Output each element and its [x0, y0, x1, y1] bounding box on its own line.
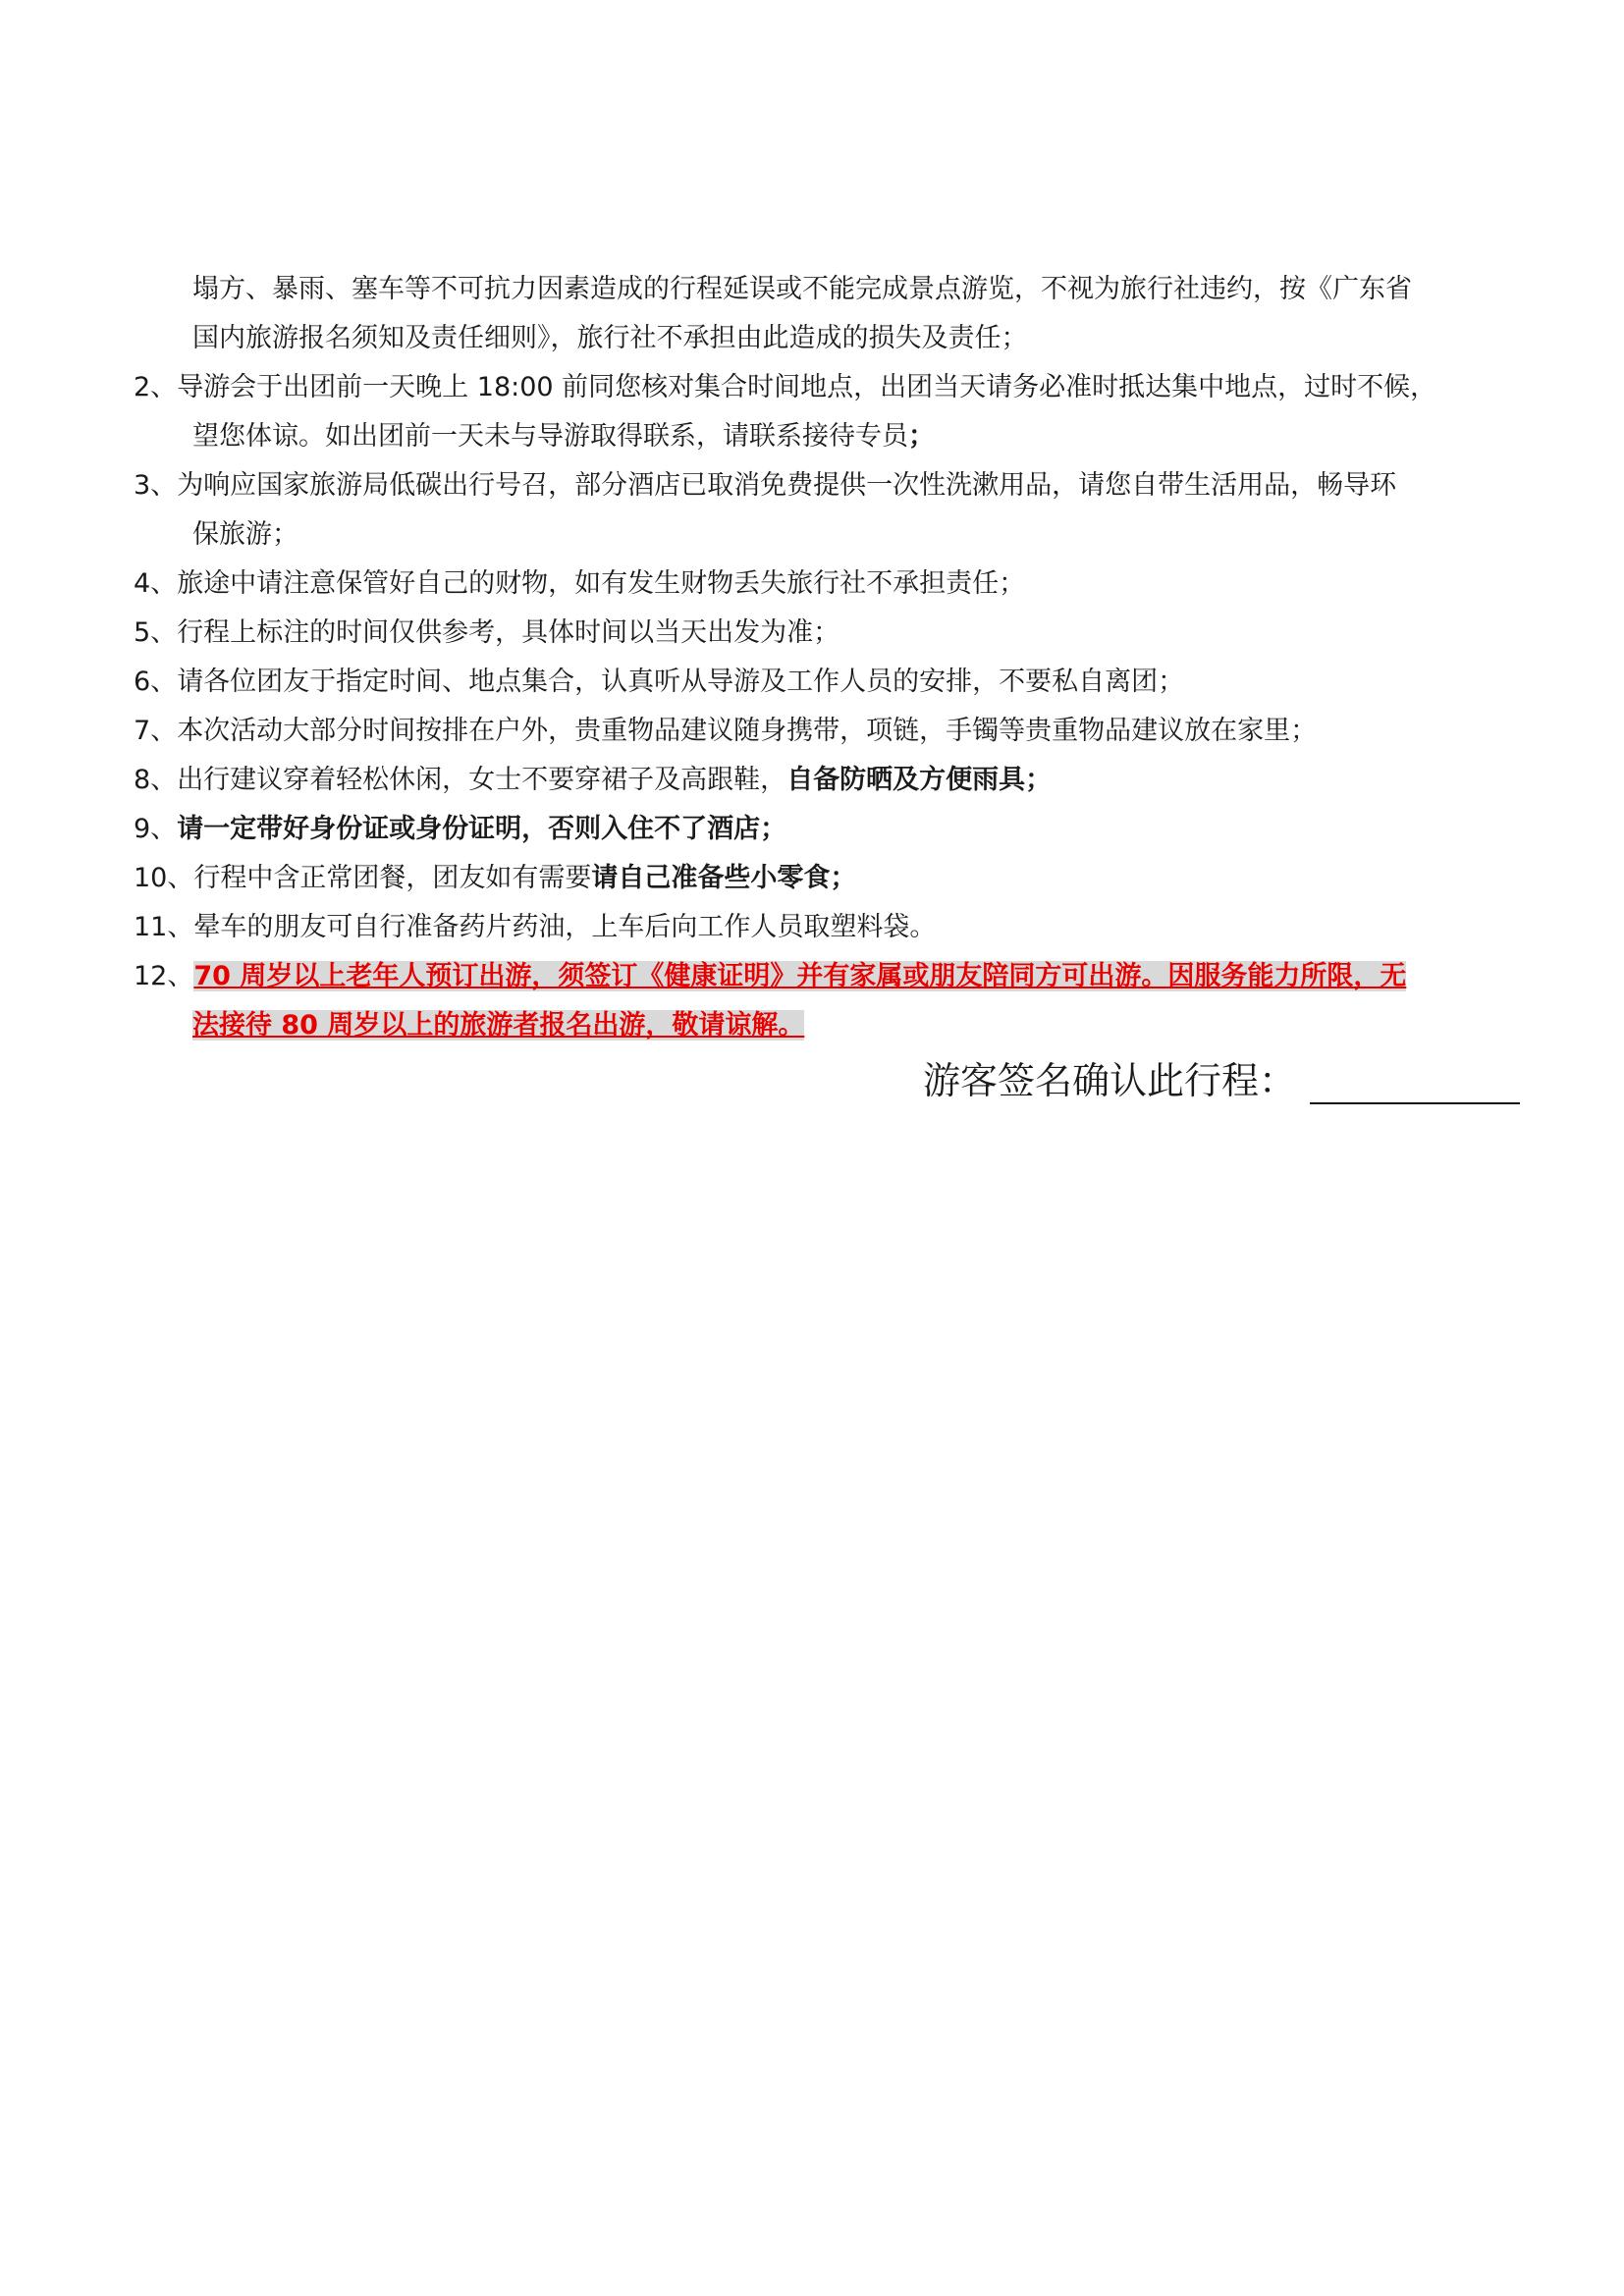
item-number: 10、	[134, 863, 194, 893]
warning-text: 70 周岁以上老年人预订出游，须签订《健康证明》并有家属或朋友陪同方可出游。因服务能力所限，无	[193, 961, 1407, 991]
list-item-continuation	[134, 510, 1524, 560]
item-number: 9、	[134, 814, 178, 844]
list-item	[134, 560, 1524, 609]
item-number: 4、	[134, 568, 178, 599]
warning-text: 法接待 80 周岁以上的旅游者报名出游，敬请谅解。	[192, 1010, 805, 1041]
item-number: 12、	[134, 961, 194, 991]
list-item	[134, 707, 1524, 756]
list-item	[134, 363, 1524, 412]
list-item	[134, 854, 1524, 903]
item-text: 旅途中请注意保管好自己的财物，如有发生财物丢失旅行社不承担责任；	[177, 568, 1026, 599]
item-text: 行程中含正常团餐，团友如有需要	[193, 863, 592, 893]
item-number: 11、	[134, 912, 194, 942]
signature-blank[interactable]	[1310, 1069, 1520, 1104]
list-item	[134, 805, 1524, 854]
item-text-bold: ；	[908, 421, 935, 452]
list-item	[134, 756, 1524, 805]
item-text: 出行建议穿着轻松休闲，女士不要穿裙子及高跟鞋，	[177, 765, 787, 795]
signature-row	[923, 1050, 1520, 1104]
item-text: 为响应国家旅游局低碳出行号召，部分酒店已取消免费提供一次性洗漱用品，请您自带生活用品，畅导环	[177, 470, 1397, 501]
item-text: 望您体谅。如出团前一天未与导游取得联系，请联系接待专员	[192, 421, 908, 452]
continued-line: 塌方、暴雨、塞车等不可抗力因素造成的行程延误或不能完成景点游览，不视为旅行社违约，按《广东省	[192, 274, 1412, 304]
signature-label: 游客签名确认此行程：	[923, 1059, 1297, 1102]
item-number: 7、	[134, 716, 178, 746]
continued-line: 国内旅游报名须知及责任细则》，旅行社不承担由此造成的损失及责任；	[192, 323, 1028, 353]
item-number: 3、	[134, 470, 178, 501]
item-text: 导游会于出团前一天晚上 18:00 前同您核对集合时间地点，出团当天请务必准时抵达集中地点，过时不候，	[177, 372, 1437, 402]
item-number: 2、	[134, 372, 178, 402]
item-number: 5、	[134, 617, 178, 648]
item-text: 行程上标注的时间仅供参考，具体时间以当天出发为准；	[177, 617, 840, 648]
item-text: 请各位团友于指定时间、地点集合，认真听从导游及工作人员的安排，不要私自离团；	[177, 667, 1185, 697]
list-item	[134, 658, 1524, 707]
item-text: 保旅游；	[192, 519, 298, 550]
item-text: 晕车的朋友可自行准备药片药油，上车后向工作人员取塑料袋。	[193, 912, 937, 942]
list-item	[134, 952, 1524, 1001]
item-text: 本次活动大部分时间按排在户外，贵重物品建议随身携带，项链，手镯等贵重物品建议放在家里；	[177, 716, 1318, 746]
item-number: 6、	[134, 667, 178, 697]
list-item	[134, 609, 1524, 658]
list-item	[134, 461, 1524, 510]
item-number: 8、	[134, 765, 178, 795]
list-item-continuation	[134, 412, 1524, 461]
item-text-bold: 请自己准备些小零食；	[591, 863, 857, 893]
travel-notes	[134, 265, 1524, 1050]
list-item-continuation	[134, 1001, 1524, 1050]
item-text-bold: 自备防晒及方便雨具；	[786, 765, 1053, 795]
item-text-bold: 请一定带好身份证或身份证明，否则入住不了酒店；	[177, 814, 787, 844]
list-item	[134, 903, 1524, 952]
